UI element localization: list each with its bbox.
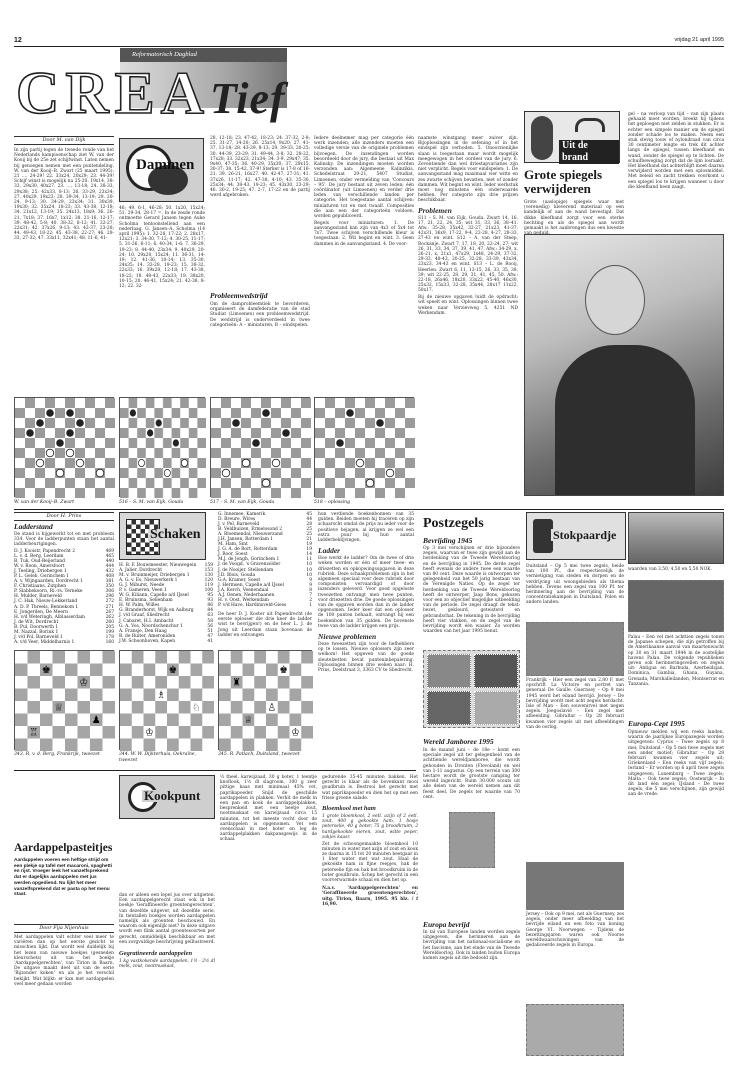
svg-text:♔	[291, 727, 299, 738]
draughts-board-4	[314, 397, 414, 497]
table-row: G. J. Mihurst, Neede 119	[119, 583, 213, 589]
draughts-board-2	[119, 397, 205, 497]
stamp-photo-5	[628, 580, 724, 632]
europa-cept-heading: Europa-Cept 1995	[628, 719, 685, 728]
table-row: P. v. Gameren, Veen 1 100	[119, 588, 213, 594]
stamp-3	[427, 691, 471, 725]
table-row: J.A. Kerch, Veenendaal 8	[218, 587, 312, 593]
table-row: J. C. Hak, Nieuw-Lekkerland 272	[14, 599, 114, 605]
postzegels-sub2: Wereld Jamboree 1995	[423, 737, 494, 746]
table-row: J. de Nooijer, Stellendam 10	[218, 567, 312, 573]
kookpunt-bloem: 1 grote bloemkool, 2 eetl. azijn of 2 eetl. zout, 400 g gekookte ham, 1 bosje peterselie, 40 g boter, 75 g broodkruim, 2 hardgekookte eieren, zout, witte peper, zakjes kaasr.	[322, 814, 418, 840]
dammen-sendin: Bij de nieuwe opgaven luidt de opdracht: wit speelt en wint. Oplossingen binnen twee weken naar Verzievweg 5, 4251 ND Werkendam.	[418, 295, 518, 316]
table-row: E. Bruinsma, Sellenham 93	[119, 598, 213, 604]
dammen-prob-heading: Probleemwedstrijd	[210, 291, 268, 300]
stamp-photo-1	[628, 512, 724, 564]
table-row: B. Pul, Doorwerth 1 205	[14, 624, 114, 630]
table-row: J.D. Blois, Gouda 10	[218, 572, 312, 578]
draughts-board-3	[210, 397, 310, 497]
table-row: J. Cabaret, H.I. Ambacht 58	[119, 618, 213, 624]
schaken-intro: De stand is bijgewerkt tot en met probleem 334. Voor de ladderpunten staan het aantal ladderbeurtgingen.	[14, 532, 114, 548]
kookpunt-column-1: Met aardappelen valt echter veel meer te variëren dan op het eerste gezicht te misschien lijkt. Dat wordt wel duidelijk bij het lezen van nieuwe boekjes (gesneden kleurschets) uit van het boekje 'Aardappelgerechten', van Tirion in Baarn. De uitgave maakt deel uit van de serie 'Bijzonder koken' en als je het verschil bekijkt. Wat blijkt: er kan met aardappelen veel meer gedaan worden	[14, 935, 114, 987]
table-row: D. Breure, Wires 44	[218, 517, 312, 523]
table-row: M. v. Bruinmeijer, Driebergen 1 130	[119, 573, 213, 579]
postzegels-farright2: Palau – Een vel met achttien zegels tonen de Japanse schepen, die zijn getroffen bij de Amerikaanse aanval van maartenwacht op 30 en 31 maart 1944 in de oostelijke havens Palau. De volgende republieken geven ook herinneringsvellen en zegels uit: Antigua en Barbuda, Azerbeidzjan, Dominica, Gambia, Ghana, Guyana, Grenada, Marshalleilanden, Montserrat en Tanzania.	[628, 635, 724, 687]
kookpunt-column-3: ½ theel. karwijzaad, 30 g boter, 1 teentje knoflook, 1½ dl slagroom, 100 g zeer pittige kaas met minimaal 45% vet, paprikapoeder. Snijd de geschilde aardappelen in plakken. Verhit de melk in een pan en kook de aardappelplakken, besprenkeld met een beetje zout, nootmuskaat en karwijzaad circa 15 minuten, tot het meeste vocht door de aardappelen is opgenomen. Vet een ovenschaal in met boter en leg de aardappelplakken dakpansgewijs in de schaal.	[220, 775, 317, 843]
table-row: J. G. A. de Rort, Rotterdam 19	[218, 547, 312, 553]
kookpunt-bloem-heading: Bloemkool met ham	[322, 805, 376, 813]
chess-board-1-svg	[15, 651, 115, 751]
brand-logo	[524, 111, 620, 163]
svg-text:♕	[54, 702, 63, 713]
chess-board-3	[218, 650, 312, 750]
postzegels-right1: Duitsland – Op 5 mei twee zegels, beide van 100 Pf., die respectievelijk de vernietiging van steden en dorpen en de verdrijving uit woongebieden als thema hebben. Tevens een zegel van 100 Pf. ter herinnering aan de bevrijding van de concentratiekampen in Duitsland, Polen en andere landen.	[526, 564, 624, 606]
table-row: H. W. Palm, Willes 86	[119, 603, 213, 609]
dammen-problems: S11 – S. M. van Eijk, Gouda. Zwart 14, 16, 17, 21, 22, 24, 35; wit 31, 33, 36, 38–41. Afw.: 35-28, 35x42, 32-27, 21x23, 41-37, 42x31, 36x9, 17-22, 9-4, 22-28, 4-27, 28-33, 27-43 en wint. S12 – A. van der Steep, Rockanje. Zwart 7, 17, 18, 20, 22-24, 27; wit 26, 31, 33, 34, 37, 39, 41, 47. Afw.: 34-29, x, 26-21, x, 21x1, 47x29, 1x48, 24-29, 37-32, 29-33, 48-43, 20-25, 32-28, 33-39, 43x34, 23x23, 34-43 en wint. S13 – L. de Rooij, Heerlen. Zwart 6, 11, 13-15, 26, 33, 35, 38, 39; wit 22-25, 28, 29, 31, 41, 45, 50. Afw.: 22-18, 26x46, 18x20, 33x22, 45-40, 46x30, 25x32, 15x33, 32-28, 35x44, 28x17 11x22, 50x17.	[418, 215, 518, 294]
table-row: J. v/d Graaf, Sliedrecht 63	[119, 613, 213, 619]
schaken-table-2	[119, 563, 213, 644]
table-row: H. v. Oost, Werkendam 2	[218, 597, 312, 603]
table-row: J. Roor, Soest 14	[218, 552, 312, 558]
postzegels-heading: Postzegels	[423, 516, 484, 531]
table-row: P. L. Geleb, Gorinchem 1 408	[14, 574, 114, 580]
table-row: J. de Voogd, 's Gravenzolder 10	[218, 562, 312, 568]
svg-text:♙	[268, 702, 276, 713]
chess-caption-2: 344. W. W. Dijkterhuis, Oekraïne, tweezet	[119, 752, 196, 763]
dammen-logo-text: Dammen	[136, 157, 195, 173]
table-row: J. v/d Pol, Barneveld 1 178	[14, 634, 114, 640]
svg-text:♕	[244, 715, 252, 726]
postzegels-farright3: Opnieuw melden wij een reeks landen, waarin de jaarlijkse Europazegels worden uitgegeven: Cyprus – Twee zegels op 8 mei; Duitsland – Op 5 mei twee zegels met een ander motief; Gibraltar – Op 28 februari kwamen vier zegels uit; Griekenland – Een reeks van vijf zegels; Ierland – Er worden op 6 april twee zegels uitgegeven; Luxemburg – Twee zegels; Malta – Ook twee zegels; Oostenrijk – In dit land één zegel; IJsland – De twee zegels, die 5 mei verschijnen, zijn gewijd aan de vrede.	[628, 730, 724, 798]
table-row: B. de Ruiter, Ameroniden 47	[119, 633, 213, 639]
stamp-4	[474, 691, 518, 725]
svg-text:♟	[92, 715, 101, 726]
table-row: E. Jongerden, De Meern 267	[14, 609, 114, 615]
table-row: A. v. Wijngaarden, Dordrecht 1 381	[14, 579, 114, 585]
stamp-1	[427, 654, 471, 688]
kookpunt-col4: gedurende 35-45 minuten bakken. Het gerecht is klaar als de bovenkant mooi goudbruin is. Bestrooi het gerecht met wat paprikapoeder en dien het op met een frisse groene salade.	[322, 775, 418, 801]
svg-text:♚	[42, 665, 51, 676]
table-row: M.J. de Jongh, Gorinchem 1 11	[218, 557, 312, 563]
kookpunt-column-4	[322, 775, 418, 1055]
page-date: vrijdag 21 april 1995	[674, 37, 724, 43]
schaken-ladder-heading: Ladder	[318, 546, 341, 556]
schaken-ladder: Hoe werkt de ladder? Om de twee of drie weken worden er één of meer twee- en driezetten en opkopwingsopgaven in deze rubriek. Deze schaakproblemen zijn in het algemeen speciaal voor deze rubriek door componisten vervaardigd of door inzenders geleverd. Voor goed opgeloste tweezetten ontvangt men twee punten, voor driezetten drie. De goede oplossingen van de opgaven worden dan in de ladder opgenomen. Ieder keer dat een oplosser de 100 punten behaalt, ontvangt hij een boekenbon van 35 gulden. De bovenste twee van de ladder krijgen een prijs.	[318, 556, 414, 629]
dammen-column-3: 28, 12-18; 23. 47-42, 18-23; 24. 37-32, 2-8; 25. 31-27, 14-20; 26. 25x14, 9x20; 27. 41-37, 13-18; 28. 43-39, 8-13; 29. 39-33, 20-25; 30. 44-39, 23-29; 31. 49-44, 3-8; 32. 28-22, 17x28; 33. 32x23, 21x34; 34. 3-9, 29x47; 35. 9x40, 47-35; 36. 40-29, 35x30; 37. 29x15, 30-37; 38. 15-42, 37-9! Sterker is 17-8 of 16-21. 39. 26-21, 16x27. 40. 42-47, 27-31; 41. 37x26, 11-17; 42. 47-38, 4-10; 43. 35-30, 25x34; 44. 38-43, 19-23; 45. 43x30, 23-29; 46. 30-2, 19-25; 47. 2-7, 17-22 en de partij werd afgebroken.	[210, 136, 310, 199]
chess-board-3-svg	[219, 651, 313, 751]
schaken-column-4: De heer D. J. Koster uit Papendrecht (de eerste oplosser die drie keer de ladder wist te bevrijgen!) en de heer L. J. de Jong uit Leerdam staan bovenaan de ladder en ontvangen	[218, 612, 312, 638]
table-row: B. Tuk, Oud-Beijerland 440	[14, 559, 114, 565]
dammen-column-4	[314, 136, 414, 393]
table-row: W. G. Kiliann, Capelle a/d IJssel 95	[119, 593, 213, 599]
draughts-board-2-svg	[120, 398, 206, 498]
svg-text:♔	[79, 677, 88, 688]
postzegels-sub1: Bevrijding 1945	[423, 536, 473, 545]
table-row: H. B. F. Bouwmeester, Nieuwegein 159	[119, 563, 213, 568]
table-row: G. A. Vos, Noordschenchur 1 56	[119, 623, 213, 629]
table-row: J. Teeling, Driebergen 1 432	[14, 569, 114, 575]
table-row: A. Bloemendal, Nieuwerzand 25	[218, 532, 312, 538]
table-row: M. Nazzal, Borink 1 199	[14, 629, 114, 635]
table-row: M. Ham, Sint 19	[218, 542, 312, 548]
table-row: J. de Wit, Dordrecht 260	[14, 619, 114, 625]
brand-logo-text: Uit de brand	[559, 140, 619, 164]
dammen-logo	[119, 138, 204, 202]
draughts-caption-4: 518 – oplossing	[314, 500, 351, 505]
kookpunt-top-rule	[14, 770, 416, 771]
table-row: A. v/d Veer, Middelharnis 1 160	[14, 639, 114, 645]
table-row: A. D. P. Threels, Bennekom 1 271	[14, 604, 114, 610]
schaken-table-1	[14, 549, 114, 645]
schaken-column-5	[318, 512, 414, 760]
table-row: G.A. Kramer, Soest 9	[218, 577, 312, 583]
table-row: J.W. Schoonhoven, Kapen 41	[119, 638, 213, 644]
schaken-ladderstand-heading: Ladderstand	[14, 522, 53, 531]
table-row: B. Veldhuizen, Ermelosond 2 25	[218, 527, 312, 533]
table-row: A. G. v. Es, Nieuwerkerk 1 120	[119, 578, 213, 584]
dammen-col4-a: Iedere deelnemer mag per categorie één werk inzenden; alle inzenders moeten een volledige versie van de originele problemen bijvoegen. De inzendingen worden beoordeeld door de jury, die bestaat uit Max Kalinsky. De inzendingen moeten worden verzonden aan: Algemeene Kalinzikis, Schedelstraat 20-21, 5407 Studiat, Limoenen, onder vermelding van 'Concours – 95'. De jury bestaat uit zeven leden; één coördinator (uit Limoenen) en verder drie leden van verschillende landen per categorie. Het toegestane aantal schijven: miniaturen tot en met twaalf. Composities die aan een der categorieën voldoen, worden gepubliceerd.	[314, 136, 414, 220]
brand-headline: Grote spiegels verwijderen	[524, 167, 603, 196]
table-row: A.J. Oenen, Nederhaanen 7	[218, 592, 312, 598]
kookpunt-past: 1 kg vastkokende aardappelen, 1½ - 2½ dl melk, zout, nootmuskaat,	[119, 959, 215, 970]
chess-caption-1: 343. R. v. d. Berg, Frankrijk, tweezet	[14, 752, 100, 757]
chess-caption-3: 345. R. Patlach, Duitsland, tweezet	[218, 752, 300, 757]
kookpunt-past-heading: Gegratineerde aardappelen	[119, 950, 193, 958]
kookpunt-byline: Door Fija Nijenhuis	[14, 924, 114, 933]
dammen-col5: naamste winstgang meer zuiver zijn. Bijoplossingen in de oefening of in het eindspel zijn verboden. 5. Onoorzienlijke slaan is toegestaan maar wordt mogelijk meegewogen in het oordeel van de jury. 6. Zeventiende dan wel driestapvariaties zijn niet verplicht. Regels voor eindspelen: 1. De aanvangsstand mag maximaal vier witte en zes zwarte schijven bevatten, met of zonder dammen. Wit begint en wint. Ieder werkstuk moet nog minstens één onderwaarde hebben. Per categorie zijn drie prijzen beschikbaar.	[418, 136, 518, 204]
dammen-prob-text: Om de damprobleemtiek te bevorderen, organiseert de damfederatie van de stad Studiat (Limoenen) een probleemwedstrijd. De wedstrijd is onderverdeeld in twee categorieën: A – miniaturen, B – eindspelen.	[210, 302, 310, 328]
dammen-column-1: In zijn partij tegen de tweede ronde van het Nederlands kampioenschap ziet W. van der Kooij bij de 25e zet schijfwinst. Laten nemen bij genoegen nemen met een puntendeling. W. van der Kooij–B. Zwart (25 maart 1995): 21 ..., 24-29! 22. 33x24, 20x29; 23. 44-39! Schijf winst is mogelijk na 25-20. 19x14, 38-33, 29x30, 40x27. 23. ..., 13-18; 24. 38-33, 29x38; 25. 42x33, 8-13; 26. 33-29, 23x34; 27. 40x29, 19x23; 28. 39-34, 13-19; 29. 20-24, 9-13; 30. 34-29, 23x34; 31. 30x39, 19x30; 32. 35x24, 18-23; 33. 43-38, 12-18; 34. 21x12, 13-19; 35. 24x13, 18x9; 36. 26-21, 7x18; 37. 16x7, 1x12; 38. 21-16, 12-17; 39. 48-42, 5-8; 40. 38-32, 8-12; 41. 32-27, 22x31; 42. 37x26, 9-13; 43. 42-37, 23-28; 44. 49-43, 18-22; 45. 43-38, 22-27; 46. 28-33, 27-32; 47. 33x11, 32x41; 48. 11-6, 41-	[14, 148, 114, 242]
dammen-byline: Door M. van Dijk	[14, 136, 114, 145]
chess-board-1	[14, 650, 114, 750]
table-row: P. v/d Have, Hardinxveld-Giess 1	[218, 602, 312, 608]
svg-text:♔	[145, 727, 153, 738]
stamp-2	[474, 654, 518, 688]
dammen-col4-b: Regels voor miniaturen: 1. De aanvangsstand kan zijn van 4x3 of 5x4 tot 7x7. Twee schijven verschillende kleur is toegestaan. 2. Wit begint en wint. 3. Geen dammen in de aanvangsstand. 4. De voor-	[314, 220, 414, 247]
postzegels-right3: Jersey – Ook op 9 mei, net als Guernsey, zes zegels, onder meer afbeelding van het bevrijde eiland en een foto van koning George VI. Noorwegen – Tijdens de bezettingsjaren waren ook Noorse wereldwaarschuwingen van de gedaliceerde zegels in Europa.	[526, 912, 624, 949]
kookpunt-logo-text: Kookpunt	[144, 788, 201, 803]
table-row: P. Slabbekoorn, Ri.-rs. Terneke 306	[14, 589, 114, 595]
schaken-logo	[119, 512, 206, 560]
table-row: J. v. Pel, Barneveld 28	[218, 522, 312, 528]
stamp-block	[423, 650, 520, 728]
stokpaardje-logo-text: Stokpaardje	[553, 528, 617, 542]
schaken-byline: Door H. Prins	[14, 512, 114, 521]
stamp-photo-3	[526, 862, 624, 910]
masthead-title-tief: Tief	[210, 74, 286, 123]
table-row: F. Christiaans, Zutphen 350	[14, 584, 114, 590]
kookpunt-headline: Aardappelpasteitjes	[14, 842, 113, 854]
stokpaardje-logo	[526, 512, 626, 560]
dammen-problems-heading: Problemen	[418, 205, 452, 215]
schaken-col5a: hun verdiende boekenbonnen van 35 gulden. Beiden moeten hij traceren op zijn schaarscht omdat de prijs nu ieder voor de positieve bejagen, al krijgen ze wel een extra puur bij hun aantal ladderbeklijvingen.	[318, 512, 414, 544]
postzegels-farright1: waarden van 3,50, 4,50 en 5,50 NOK.	[628, 567, 712, 572]
svg-text:♘	[192, 702, 200, 713]
draughts-caption-1: W. van der Kooij–B. Zwart	[14, 500, 75, 505]
svg-text:♚	[279, 665, 287, 676]
kookpunt-logo	[119, 775, 215, 819]
svg-text:♗	[157, 690, 165, 701]
svg-text:♚	[169, 665, 177, 676]
draughts-caption-3: 517 – S. M. van Eijk, Gouda	[210, 500, 275, 505]
chess-board-2	[119, 650, 213, 750]
table-row: W. v. Roon, Amersfoort 444	[14, 564, 114, 570]
table-row: H. Mulder, Barneveld 296	[14, 594, 114, 600]
schaken-nieuwe-heading: Nieuwe problemen	[318, 632, 377, 642]
chess-board-2-svg	[120, 651, 214, 751]
masthead-title-crea: CREA	[16, 60, 211, 126]
schaken-logo-text: Schaken	[150, 527, 201, 542]
svg-text:♜	[232, 677, 240, 688]
stamp-photo-2	[526, 622, 624, 676]
table-row: A. Jalier, Dordrecht 153	[119, 568, 213, 574]
table-row: J. Hermsen, Capelle a/d IJssel 9	[218, 582, 312, 588]
draughts-board-4-svg	[315, 398, 415, 498]
svg-text:♖	[29, 727, 38, 738]
postzegels-body3: In tal van Europese landen worden zegels uitgegeven, die herinneren aan de bevrijding van het nationaal-socialisme en het fascisme, aan het einde van de Tweede Wereldoorlog. Ook in landen buiten Europa komen zegels uit die bedoeld zijn.	[423, 930, 520, 962]
table-row: A. Fransje, Den Haag 51	[119, 628, 213, 634]
kookpunt-col2: dan er alleen een lepel jus over uitgieten. Een aardappelgerecht staat ook in het boekje 'Geraffineerde groentengerechten', van dezelfde uitgever, uit dezelfde serie. In tientallen boekjes worden aardappelen namelijk als groenten beschouwd. En waarom ook eigenlijk niet? In deze uitgave wordt een flink aantal groentesoorten per gerecht, onmiddelijk beschikbaar en met een zorgvuldige beschrijving geïllustreerd.	[119, 893, 215, 945]
header-rule	[14, 46, 724, 47]
table-row: G. Innemee, Kamerik 45	[218, 512, 312, 517]
draughts-board-1	[14, 397, 114, 497]
draughts-caption-2: 516 – S. M. van Eijk, Gouda	[119, 500, 184, 505]
kookpunt-col4b: Zet de schoongemaakte bloemkool 10 minuten in water met azijn of zout en kook ze daarna in 15 tot 20 minuten beetgaar in 1 liter water met wat zout. Haal de gekookte ham in fijne reepjes, hak de peterselie fijn en bak het broodkruim in de boter goudbruin. Schep het gerecht in een voorverwarmde schaal en dien het op.	[322, 841, 418, 883]
kookpunt-credit: N.a.v. 'Aardappelgerechten' en 'Geraffineerde groentengerechten', uitg. Tirion, Baarn, 1995. 95 blz. / f 16,90.	[322, 886, 418, 907]
brand-body: Grote (aaslopige) spiegels waar met (verenedig) kleverend materiaal op een kandelijk of aan de wand bevestigd. Dat dikke kleefband zorgt voor een sterke hechting en als de spiegel aan wordt gemaakt is het aanbrengen dus een kwestie	[524, 200, 624, 232]
postzegels-body2: In de maand juni – de 18e – komt een speciale zegel uit ter gelegenheid van de achttiende wereldjamboree, die wordt gehouden in Dronten (Flevoland) en wel van 1-11 augustus. Op een terrein van 300 hectare wordt de grootste camping ter wereld ingericht. Ruim 30.000 scouts uit alle delen van de wereld nemen aan dit feest deel. De zegels ter waarde van 70 cent.	[423, 748, 520, 800]
schaken-table-3	[218, 512, 312, 608]
schaken-top-rule	[14, 509, 724, 510]
postzegels-right2: Frankrijk – Hier een zegel van 2,80 F, met opschrift La Victoire en portret van generaal De Gaulle. Guernsey – Op 9 mei 1945 werd het eiland bevrijd. Jersey – De bevrijding wordt met acht zegels herdacht. Isle of Man – Een souvenirvel met negen zegels. Joegoslavië – Een zegel met afbeelding. Gibraltar – Op 28 februari kwamen vier zegels uit met afbeeldingen van de oorlog.	[526, 678, 624, 730]
dammen-column-5	[418, 136, 518, 393]
kookpunt-lead: Aardappelen voeren een heftige strijd om een plekje op tafel met macaroni, spaghetti en rijst. Vroeger leek het vanzelfsprekend dat er dagelijks aardappelen met jus werden opgediend. Nu lijkt het meer vanzelfsprekend dat er pasta op het menu staat.	[14, 858, 113, 898]
schaken-nieuwe: Deze tweezetten zijn voor de liefhebbers op te lossen. Nieuwe oplossers zijn zeer welkom! Het opgeven van de goede sleutelzetten bevat punteninbepalering. Oplossingen binnen drie weken naar: H. Prins, Doelstraat 3, 3363 CV te Sliedrecht.	[318, 642, 414, 674]
kookpunt-column-2	[119, 893, 215, 1055]
draughts-board-3-svg	[211, 398, 311, 498]
newspaper-name: Reformatorisch Dagblad	[132, 51, 197, 58]
table-row: L. v. d. Berg, Leerdam 465	[14, 554, 114, 560]
table-row: D. J. Kooistr, Papendrecht 2 469	[14, 549, 114, 554]
brand-photo	[524, 234, 724, 496]
table-row: H. v/d Weteringh, Alblasserdam 262	[14, 614, 114, 620]
stamp-photo-4	[526, 1004, 624, 1056]
brand-column-2: gel – na verloop van tijd – van zijn plaats gehaald moet worden, breekt hij tijdens het geploegen niet zelden in stukken. Er is echter een simpele manier om de spiegel zonder schade los te maken. Neem een stuk stevig touw of nylondraad van circa 30 centimeter lengte en trek dit achter langs de spiegel, tussen kleefband en wand, zonder de spiegel op te lichten. De schuifbeweging zorgt dat de lijm losraakt. Het kleefband dat achterblijft moet daarna verwijderd worden met een oplosmiddel. Met beleid en zacht trekken voorkomt u een spiegel los te krijgen wanneer u door die kleefband heen zaagt.	[628, 112, 724, 190]
page-number: 12	[14, 37, 22, 44]
table-row: G. Branderhorst, Wijk en Aalburg 84	[119, 608, 213, 614]
draughts-board-1-svg	[15, 398, 115, 498]
table-row: J.H. Jansen, Rotterdam 1 21	[218, 537, 312, 543]
postzegels-sub3: Europa bevrijd	[423, 920, 470, 929]
dammen-column-2: 46; 49. 6-1, 46-28; 50. 1x20, 15x24; 51. 39-34, 28-17 =. In de zesde ronde ontmoette Gerard Jansen tegen Auke Scholma tentoonstellend aan een nederlaag. G. Jansen–A. Scholma (14 april 1995): 1. 32-28, 17-22; 2. 28x17, 12x21; 3. 34-30, 7-12; 4. 30-25, 11-17; 5. 31-26, 6-11; 6. 40-34, 1-6; 7. 36-29, 19-23; 8. 44-40, 23x34; 9. 40x29, 20-24; 10. 29x20, 15x24; 11. 36-31, 14-19; 12. 41-36, 10-14; 13. 35-30, 24x35; 14. 33-28, 19-23; 15. 38-32, 22x33; 16. 39x28, 12-18; 17. 43-38, 18-22; 18. 48-43, 22x33; 19. 38x20, 10-15; 20. 46-41, 15x24; 21. 42-38, 8-12; 22. 32-	[119, 206, 205, 290]
jamboree-stamp	[449, 812, 495, 868]
masthead-title	[16, 58, 286, 128]
postzegels-body1: Op 3 mei verschijnen er drie bijzondere zegels, waarvan er twee zijn gewijd aan de herdenking van de Tweede Wereldoorlog en de bevrijding in 1945. De derde zegel heeft evenals de andere twee een waarde van 80 cent. Deze waarde is ontworpen ter gelegenheid van het 50 jarig bestaan van de Verenigde Naties. Op de zegel ter herdenking van de Tweede Wereldoorlog heeft de ontwerper, Jaap Bons, gekozen voor een zo objectief mogelijke uitbeelding van de periode. De zegel draagt de tekst: bezet, gekleurd, geteisterd en gebrandschat. De tekening in de bevrijding heeft vier vlakken, en de zegel van de bevrijding wordt één waaier. Zo worden waarden van het jaar 1995 benut.	[423, 546, 520, 635]
